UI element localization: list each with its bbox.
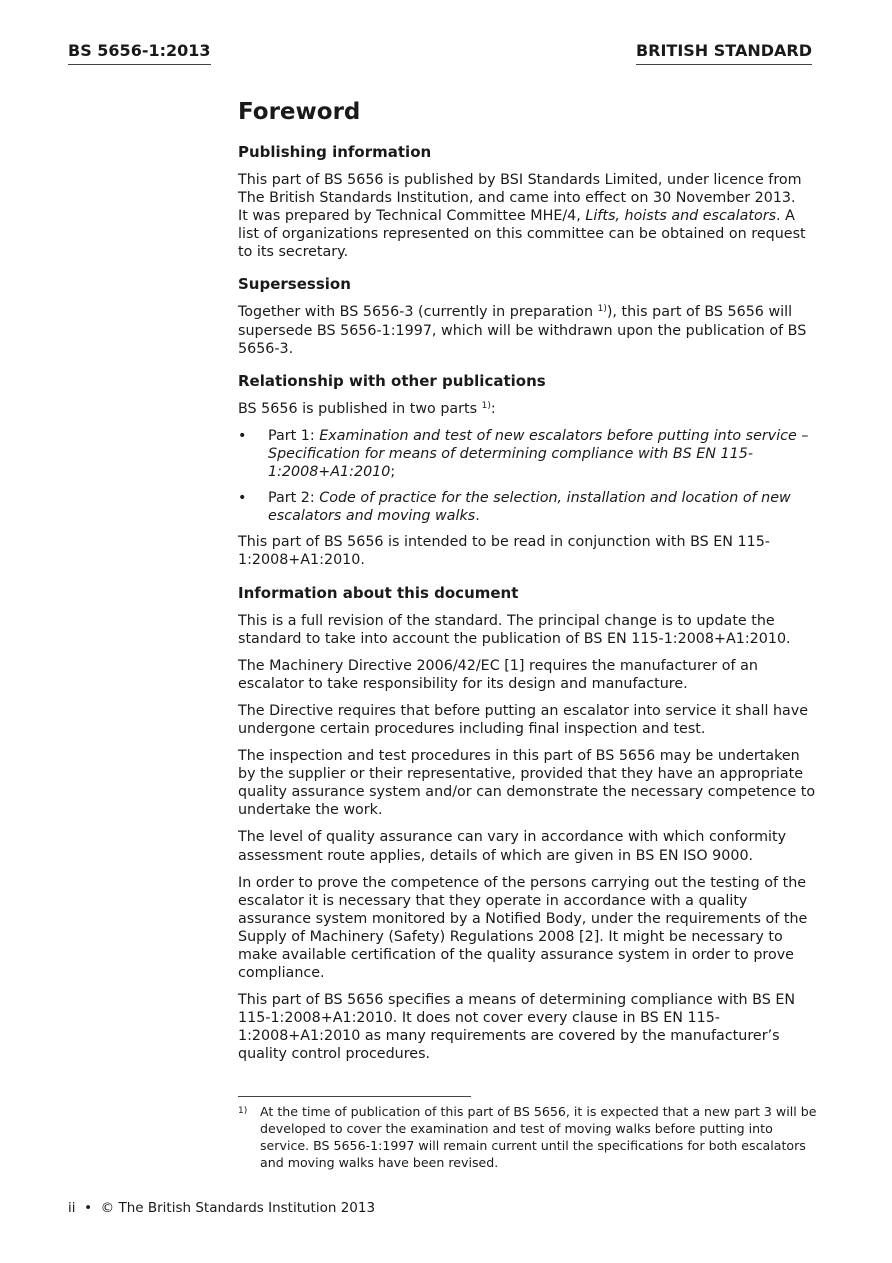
header-right-rule	[636, 62, 812, 65]
publishing-paragraph-2	[238, 207, 818, 261]
information-paragraph: This is a full revision of the standard. The principal change is to update the standard to take into account the publication of BS EN 115-1:2008+A1:2010.	[238, 612, 791, 647]
page-number: ii	[68, 1200, 76, 1216]
publishing-p2-text: It was prepared by Technical Committee MHE/4,	[238, 208, 586, 225]
information-paragraph: The Machinery Directive 2006/42/EC [1] requires the manufacturer of an escalator to take responsibility for its design and manufacture.	[238, 657, 758, 692]
publishing-heading: Publishing information	[238, 143, 432, 161]
part-suffix: .	[475, 508, 480, 525]
header-right	[636, 40, 812, 65]
section-supersession	[238, 275, 818, 357]
relationship-intro	[238, 400, 818, 418]
relationship-intro-end: :	[490, 400, 496, 417]
page-footer	[68, 1199, 375, 1217]
copyright: © The British Standards Institution 2013	[100, 1200, 376, 1216]
part-title: Examination and test of new escalators before putting into service – Specification for means of determining compliance with BS EN 115-1:2008+A1:2010	[268, 427, 809, 481]
information-paragraph: This part of BS 5656 specifies a means of determining compliance with BS EN 115-1:2008+A1:2010. It does not cover every clause in BS EN 115-1:2008+A1:2010 as many requirements are covered by the manufacturer’s quality control procedures.	[238, 992, 796, 1063]
information-paragraph: The Directive requires that before putting an escalator into service it shall have undergone certain procedures including final inspection and test.	[238, 702, 809, 737]
relationship-intro-text: BS 5656 is published in two parts	[238, 400, 482, 417]
parts-list	[238, 427, 818, 525]
part-prefix: Part 1:	[268, 427, 320, 444]
information-paragraph: The inspection and test procedures in this part of BS 5656 may be undertaken by the supplier or their representative, provided that they have an appropriate quality assurance system and/or can demonstrate the necessary competence to undertake the work.	[238, 748, 816, 819]
list-item	[238, 427, 818, 481]
information-paragraph: The level of quality assurance can vary in accordance with which conformity assessment route applies, details of which are given in BS EN ISO 9000.	[238, 829, 787, 864]
header-left-rule	[68, 62, 211, 65]
part-title: Code of practice for the selection, installation and location of new escalators and moving walks	[268, 490, 791, 525]
relationship-heading: Relationship with other publications	[238, 371, 546, 390]
supersession-text-end: ), this part of BS 5656 will supersede BS 5656-1:1997, which will be withdrawn upon the publication of BS 5656-3.	[238, 304, 807, 357]
supersession-heading: Supersession	[238, 275, 351, 294]
header-left	[68, 40, 211, 65]
section-information	[238, 584, 818, 1064]
supersession-paragraph	[238, 303, 818, 357]
footnote-divider	[238, 1096, 471, 1097]
document-number: BS 5656-1:2013	[68, 41, 211, 60]
committee-name: Lifts, hoists and escalators	[585, 208, 777, 225]
bullet-icon: •	[238, 427, 247, 444]
information-heading: Information about this document	[238, 583, 519, 602]
information-paragraph: In order to prove the competence of the persons carrying out the testing of the escalator it is necessary that they operate in accordance with a quality assurance system monitored by a Notified Body, under the requirements of the Supply of Machinery (Safety) Regulations 2008 [2]. It might be necessary to make available certification of the quality assurance system in order to prove compliance.	[238, 874, 808, 982]
footnote-text: At the time of publication of this part of BS 5656, it is expected that a new part 3 will be developed to cover the examination and test of moving walks before putting into service. BS 5656-1:1997 will remain current until the specifications for both escalators and moving walks have been revised.	[260, 1104, 817, 1170]
supersession-text: Together with BS 5656-3 (currently in preparation	[238, 304, 598, 321]
footer-separator: •	[84, 1200, 93, 1216]
footnote-ref[interactable]: 1)	[481, 400, 491, 411]
list-item	[238, 489, 818, 525]
bullet-icon: •	[238, 490, 247, 507]
part-suffix: ;	[390, 464, 396, 481]
footnote-mark: 1)	[238, 1106, 248, 1116]
publishing-p2-text-end: . A list of organizations represented on this committee can be obtained on request to its secretary.	[238, 208, 806, 261]
part-prefix: Part 2:	[268, 490, 320, 507]
standard-label: BRITISH STANDARD	[635, 41, 812, 60]
main-content	[238, 98, 818, 1078]
relationship-outro: This part of BS 5656 is intended to be read in conjunction with BS EN 115-1:2008+A1:2010.	[238, 534, 770, 569]
footnote	[238, 1103, 818, 1171]
footnote-ref[interactable]: 1)	[597, 304, 607, 315]
publishing-paragraph-1: This part of BS 5656 is published by BSI Standards Limited, under licence from The British Standards Institution, and came into effect on 30 November 2013.	[238, 172, 802, 207]
page-title: Foreword	[238, 99, 361, 125]
section-relationship	[238, 372, 818, 570]
section-publishing	[238, 143, 818, 261]
